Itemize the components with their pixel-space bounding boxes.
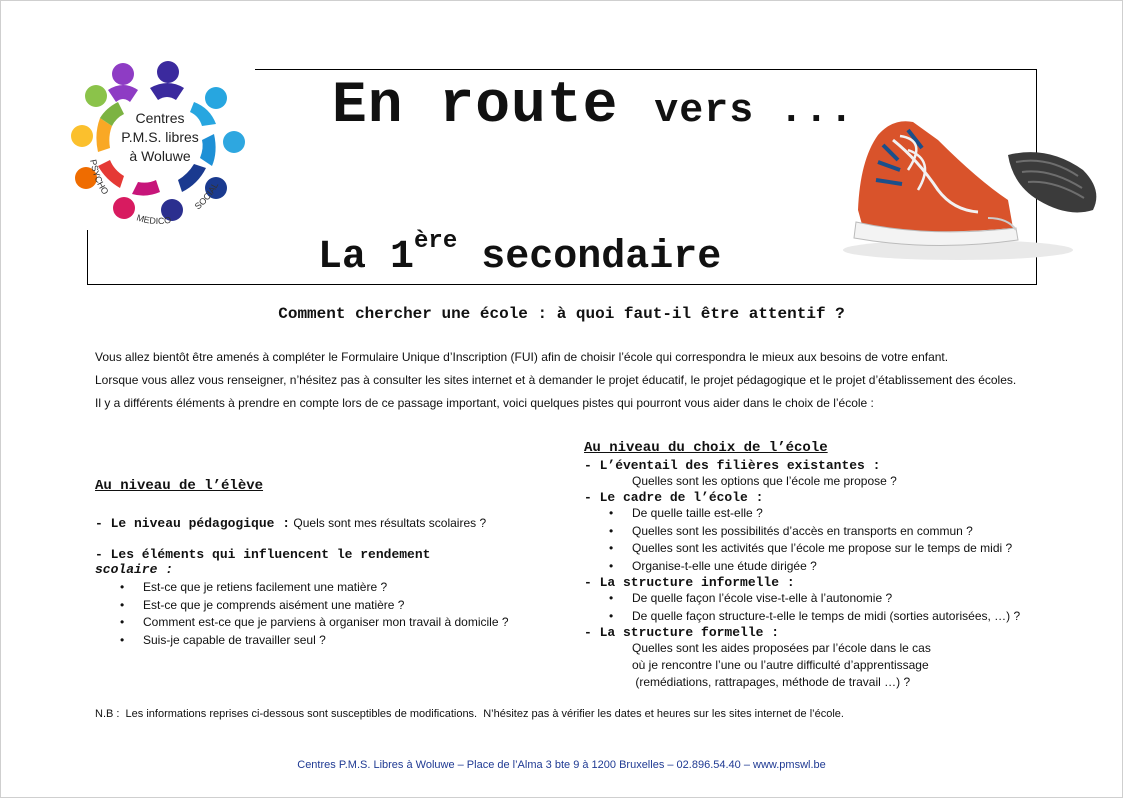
section-title-eleve: Au niveau de l’élève [95, 478, 264, 494]
list-item: • Quelles sont les activités que l’école me propose sur le temps de midi ? [632, 540, 1044, 558]
left-item-2-list [143, 579, 535, 649]
logo-line3: à Woluwe [129, 148, 191, 164]
list-item: • De quelle taille est-elle ? [632, 505, 1044, 523]
right-s4-title: - La structure formelle : [584, 625, 780, 640]
list-item: • Comment est-ce que je parviens à organiser mon travail à domicile ? [143, 614, 535, 632]
list-item: • Organise-t-elle une étude dirigée ? [632, 558, 1044, 576]
footer-contact: Centres P.M.S. Libres à Woluwe – Place de l’Alma 3 bte 9 à 1200 Bruxelles – 02.896.54.40 – www.pmswl.be [297, 759, 826, 771]
logo-line1: Centres [135, 110, 185, 126]
list-item: • Est-ce que je retiens facilement une matière ? [143, 579, 535, 597]
left-column [95, 478, 535, 649]
pms-logo [68, 60, 248, 225]
list-item: • Quelles sont les possibilités d’accès en transports en commun ? [632, 523, 1044, 541]
title-line1 [332, 74, 854, 139]
title-vers: vers ... [654, 89, 855, 134]
intro-paragraph-2: Lorsque vous allez vous renseigner, n’hésitez pas à consulter les sites internet et à demander le projet éducatif, le projet pédagogique et le projet d’établissement des écoles. [95, 373, 1017, 387]
right-s4-text [632, 640, 1044, 691]
left-item-1 [95, 516, 535, 531]
intro-text [95, 349, 1025, 418]
section-title-ecole: Au niveau du choix de l’école [584, 440, 828, 456]
right-s2-list [632, 505, 1044, 575]
title-ere: ère [414, 228, 458, 255]
logo-arc-social: SOCIAL [192, 180, 221, 212]
main-question: Comment chercher une école : à quoi faut-il être attentif ? [278, 305, 845, 323]
list-item: • De quelle façon structure-t-elle le temps de midi (sorties autorisées, …) ? [632, 608, 1044, 626]
left-item-2-title-b: scolaire : [95, 562, 174, 577]
left-item-1-text: Quels sont mes résultats scolaires ? [290, 516, 487, 530]
right-s4-line-3: (remédiations, rattrapages, méthode de travail …) ? [632, 675, 911, 689]
left-item-1-title: - Le niveau pédagogique : [95, 516, 291, 531]
right-s4-line-1: Quelles sont les aides proposées par l’école dans le cas [632, 641, 931, 655]
nb-note: N.B : Les informations reprises ci-dessous sont susceptibles de modifications. N’hésitez pas à vérifier les dates et heures sur les sites internet de l’école. [95, 708, 844, 720]
list-item: • Est-ce que je comprends aisément une matière ? [143, 597, 535, 615]
intro-paragraph-1: Vous allez bientôt être amenés à compléter le Formulaire Unique d’Inscription (FUI) afin de choisir l’école qui correspondra le mieux aux besoins de votre enfant. [95, 350, 949, 364]
right-s2-title: - Le cadre de l’école : [584, 490, 764, 505]
right-s3-list [632, 590, 1044, 625]
intro-paragraph-3: Il y a différents éléments à prendre en compte lors de ce passage important, voici quelques pistes qui pourront vous aider dans le choix de l’école : [95, 396, 874, 410]
right-s1-text: Quelles sont les options que l’école me propose ? [632, 474, 897, 488]
right-s3-title: - La structure informelle : [584, 575, 795, 590]
title-en-route: En route [332, 74, 619, 139]
list-item: • Suis-je capable de travailler seul ? [143, 632, 535, 650]
right-s1-title: - L’éventail des filières existantes : [584, 458, 881, 473]
list-item: • De quelle façon l’école vise-t-elle à l’autonomie ? [632, 590, 1044, 608]
logo-arc-psycho: PSYCHO [88, 158, 111, 197]
title-secondaire: secondaire [457, 235, 722, 280]
logo-arc-medico: MEDICO [135, 212, 172, 225]
sneaker-illustration [838, 100, 1108, 270]
right-s4-line-2: où je rencontre l’une ou l’autre difficulté d’apprentissage [632, 658, 929, 672]
right-column [584, 440, 1044, 691]
left-item-2-title-a: - Les éléments qui influencent le rendement [95, 547, 431, 562]
logo-line2: P.M.S. libres [121, 129, 199, 145]
title-line2 [318, 228, 721, 280]
title-la-1: La 1 [318, 235, 415, 280]
